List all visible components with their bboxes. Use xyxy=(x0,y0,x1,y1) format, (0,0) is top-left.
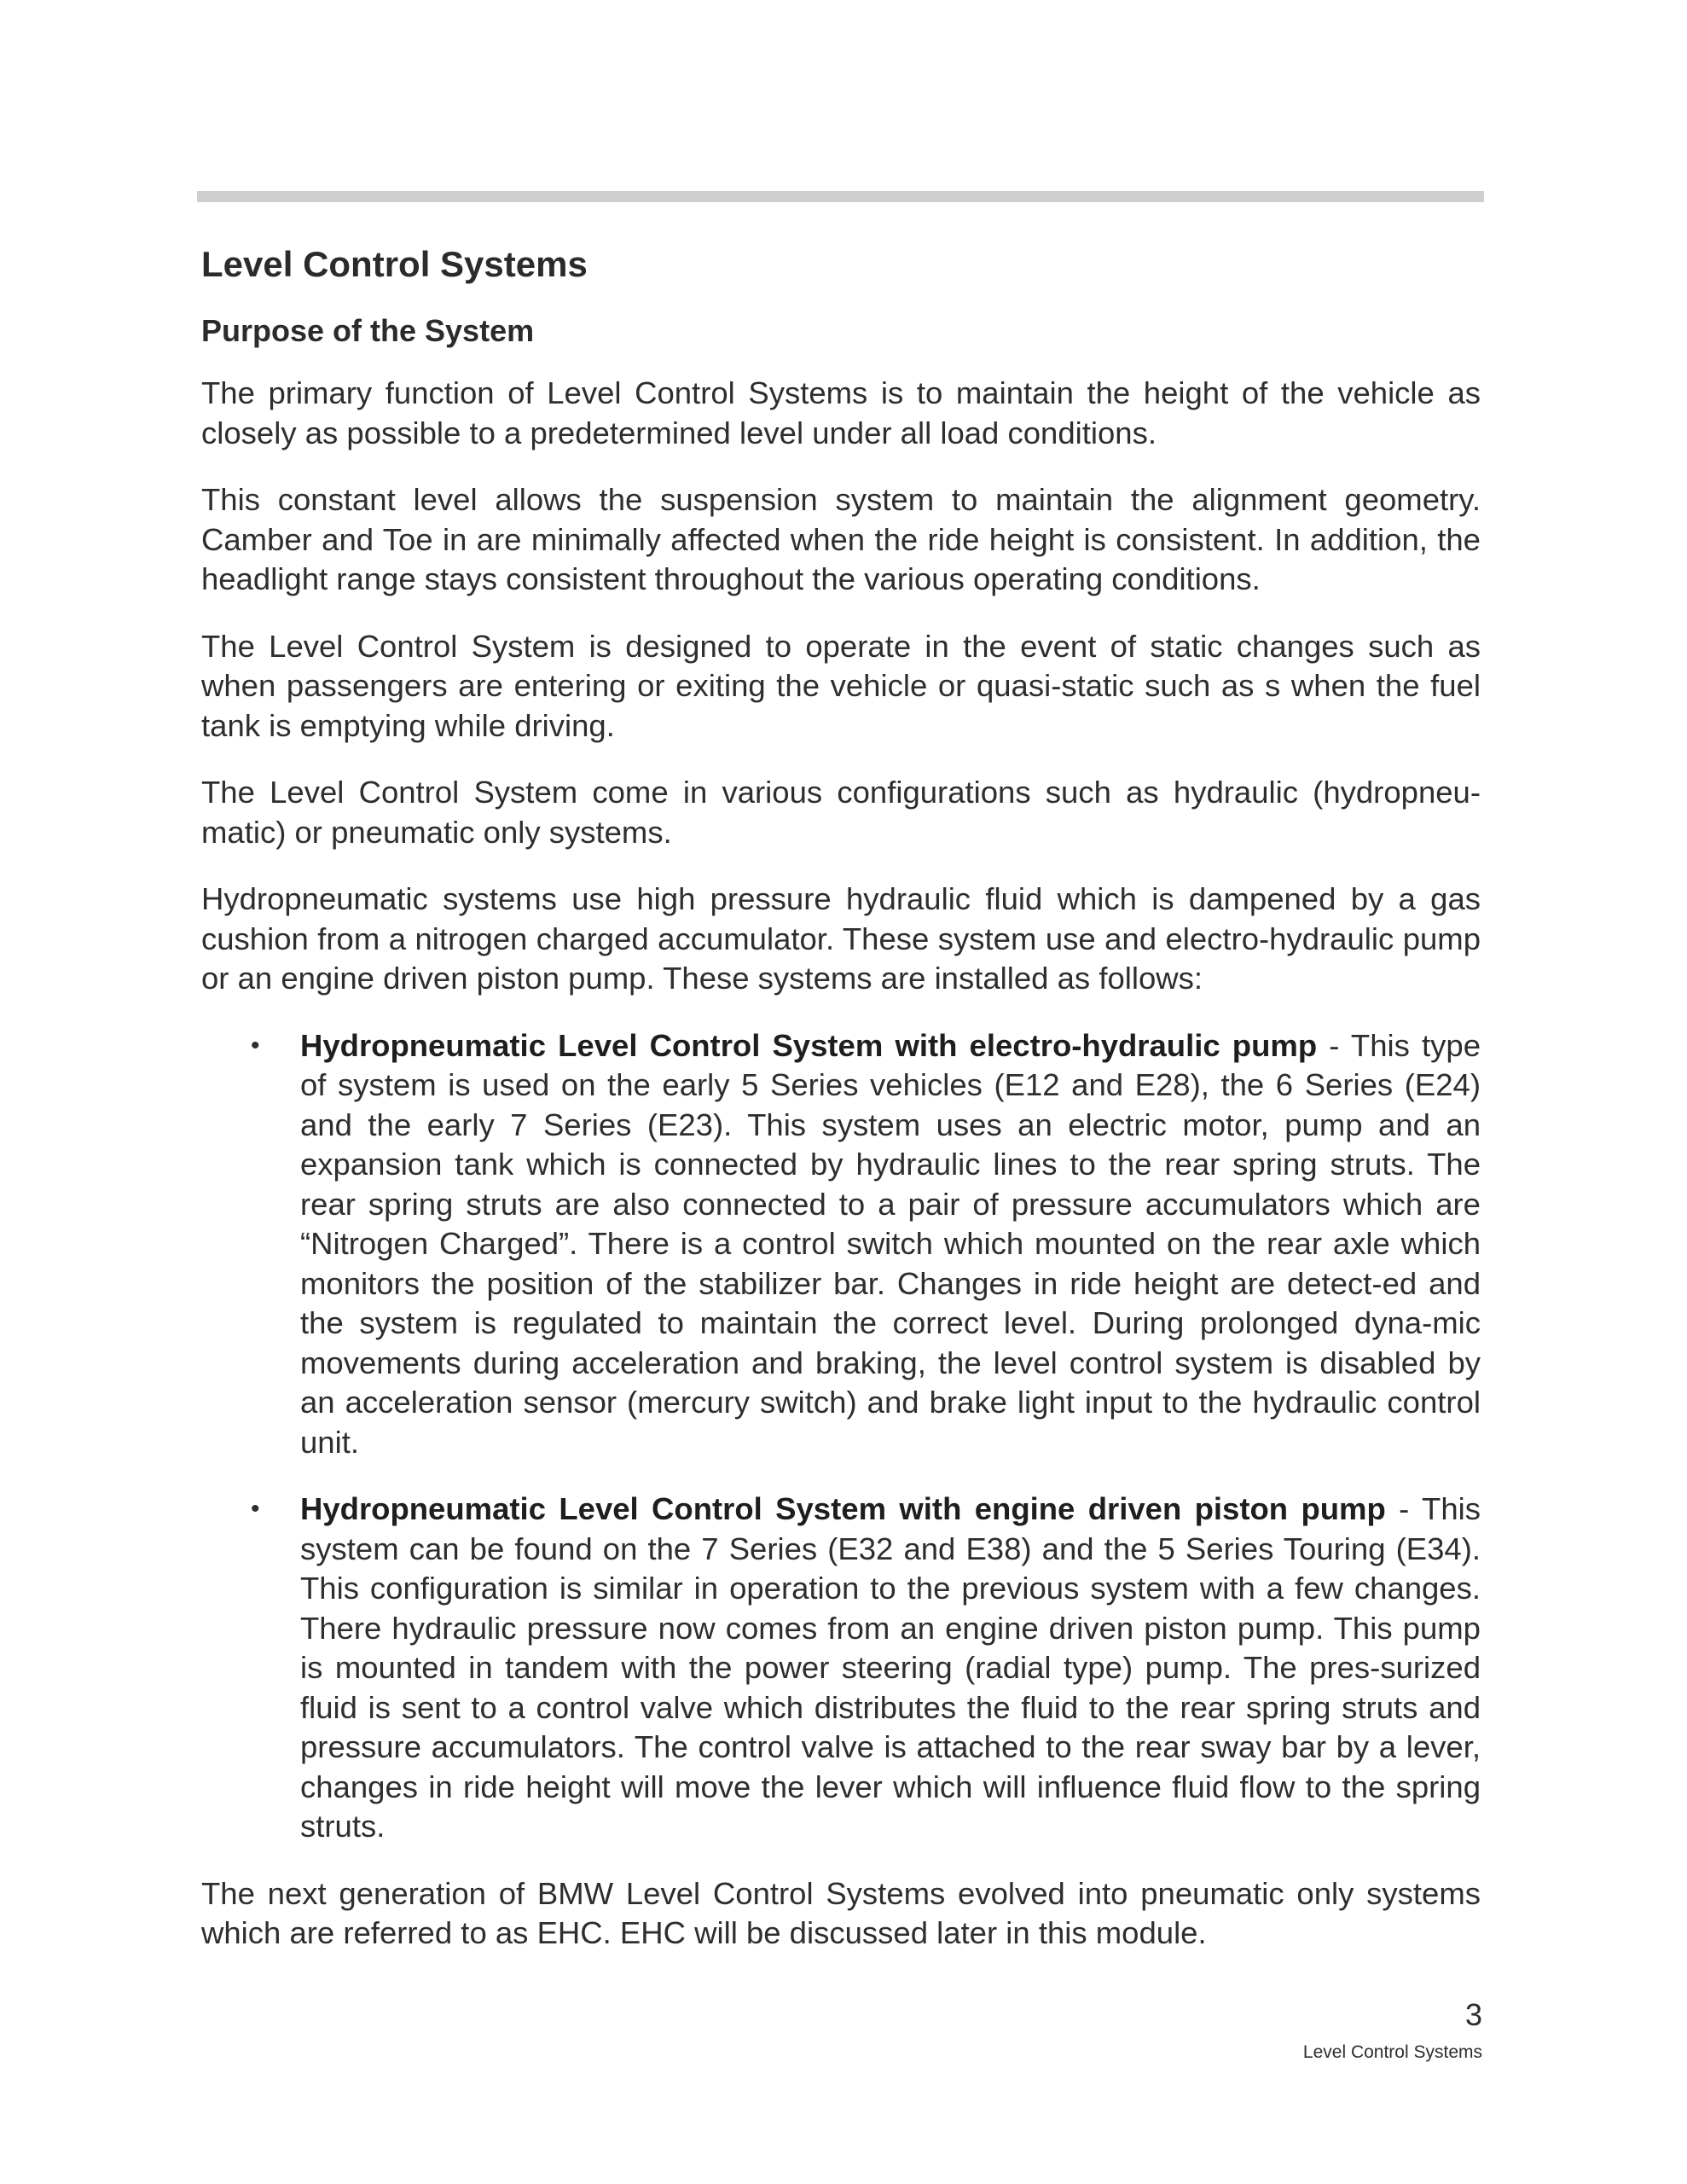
header-rule xyxy=(197,191,1484,202)
paragraph-configurations: The Level Control System come in various configurations such as hydraulic (hydropneu-matic) or pneumatic only systems. xyxy=(201,775,1481,850)
list-item xyxy=(201,1026,1481,1463)
paragraph-primary-function: The primary function of Level Control Systems is to maintain the height of the vehicle as closely as possible to a predetermined level under all load conditions. xyxy=(201,375,1481,450)
paragraph-static-changes: The Level Control System is designed to operate in the event of static changes such as when passengers are entering or exiting the vehicle or quasi-static such as s when the fuel tank is emptying while driving. xyxy=(201,628,1481,743)
page-number: 3 xyxy=(1464,1997,1482,2032)
list-item-text xyxy=(300,1490,1481,1847)
paragraph-next-generation: The next generation of BMW Level Control Systems evolved into pneumatic only systems which are referred to as EHC. EHC will be discussed later in this module. xyxy=(201,1875,1481,1950)
bullet-marker: • xyxy=(251,1495,260,1523)
list-item-lead: Hydropneumatic Level Control System with engine driven piston pump xyxy=(300,1491,1386,1526)
list-item-lead: Hydropneumatic Level Control System with electro-hydraulic pump xyxy=(300,1027,1318,1063)
list-item-body: - This system can be found on the 7 Series (E32 and E38) and the 5 Series Touring (E34). This configuration is similar in operation to the previous system with a few changes. There hydraulic pressure now comes from an engine driven piston pump. This pump is mounted in tandem with the power steering (radial type) pump. The pres-surized fluid is sent to a control valve which distributes the fluid to the rear spring struts and pressure accumulators. The control valve is attached to the rear sway bar by a lever, changes in ride height will move the lever which will influence fluid flow to the spring struts. xyxy=(300,1491,1481,1844)
list-item-body: - This type of system is used on the early 5 Series vehicles (E12 and E28), the 6 Series (E24) and the early 7 Series (E23). This system uses an electric motor, pump and an expansion tank which is connected by hydraulic lines to the rear spring struts. The rear spring struts are also connected to a pair of pressure accumulators which are “Nitrogen Charged”. There is a control switch which mounted on the rear axle which monitors the position of the stabilizer bar. Changes in ride height are detect-ed and the system is regulated to maintain the correct level. During prolonged dyna-mic movements during acceleration and braking, the level control system is disabled by an acceleration sensor (mercury switch) and brake light input to the hydraulic control unit. xyxy=(300,1027,1481,1460)
list-item xyxy=(201,1490,1481,1847)
bullet-marker: • xyxy=(251,1031,260,1060)
paragraph-constant-level: This constant level allows the suspension system to maintain the alignment geometry. Camber and Toe in are minimally affected when the ride height is consistent. In addition, the headlight range stays consistent throughout the various operating conditions. xyxy=(201,482,1481,596)
section-heading: Purpose of the System xyxy=(201,313,535,348)
paragraph-hydropneumatic: Hydropneumatic systems use high pressure hydraulic fluid which is dampened by a gas cushion from a nitrogen charged accumulator. These system use and electro-hydraulic pump or an engine driven piston pump. These systems are installed as follows: xyxy=(201,881,1481,996)
page-title: Level Control Systems xyxy=(201,244,588,284)
list-item-text xyxy=(300,1026,1481,1463)
system-list xyxy=(201,1026,1481,1847)
footer-running-title: Level Control Systems xyxy=(1302,2042,1482,2062)
page-content xyxy=(201,239,1481,1954)
